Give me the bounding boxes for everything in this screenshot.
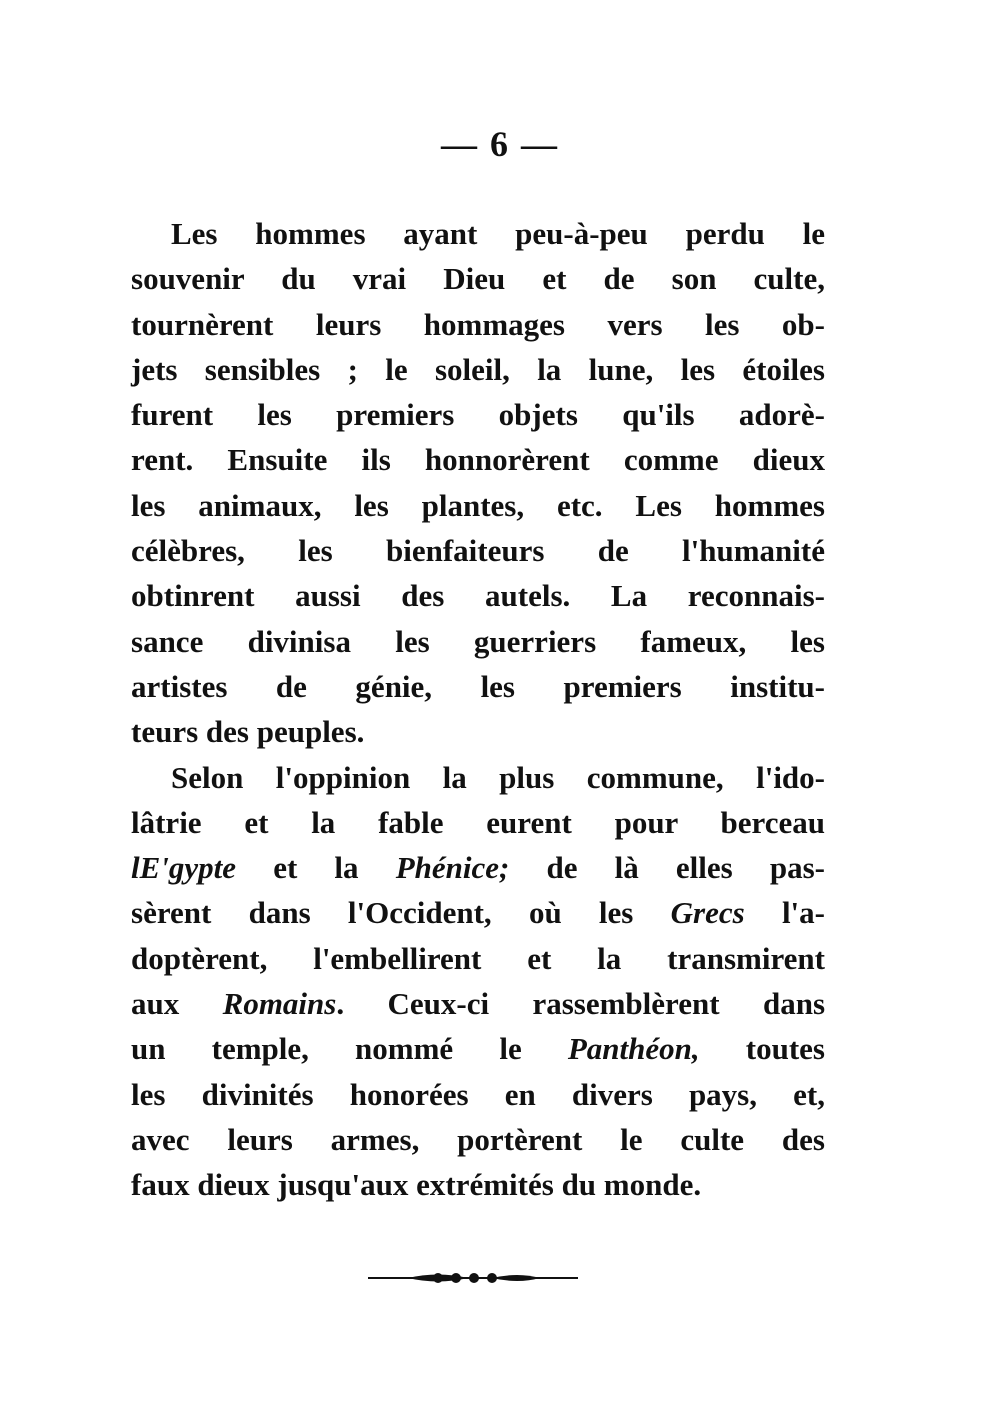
- text-run: artistes de génie, les premiers institu-: [131, 668, 825, 704]
- fleuron-ornament: [368, 1265, 578, 1291]
- text-line: [131, 392, 825, 437]
- text-line: [131, 936, 825, 981]
- text-line: [131, 347, 825, 392]
- body-text: [131, 211, 825, 1208]
- text-line: [131, 981, 825, 1026]
- text-run: célèbres, les bienfaiteurs de l'humanité: [131, 533, 825, 569]
- text-run: et la: [236, 850, 396, 886]
- page-number: — 6 —: [441, 124, 559, 164]
- text-run: souvenir du vrai Dieu et de son culte,: [131, 261, 825, 297]
- text-run: teurs des peuples.: [131, 714, 365, 750]
- text-line: [131, 211, 825, 256]
- text-line: [131, 1026, 825, 1071]
- text-run: doptèrent, l'embellirent et la transmirent: [131, 940, 825, 976]
- text-line: [131, 1162, 825, 1207]
- text-line: [131, 1072, 825, 1117]
- text-run: les divinités honorées en divers pays, et,: [131, 1076, 825, 1112]
- text-run: jets sensibles ; le soleil, la lune, les étoiles: [131, 351, 825, 387]
- text-line: [131, 755, 825, 800]
- text-run: aux: [131, 986, 223, 1022]
- text-run: avec leurs armes, portèrent le culte des: [131, 1121, 825, 1157]
- text-line: [131, 664, 825, 709]
- text-line: [131, 1117, 825, 1162]
- text-line: [131, 845, 825, 890]
- text-line: [131, 573, 825, 618]
- text-run: faux dieux jusqu'aux extrémités du monde.: [131, 1167, 702, 1203]
- text-run: Selon l'oppinion la plus commune, l'ido-: [171, 759, 825, 795]
- text-run: lâtrie et la fable eurent pour berceau: [131, 804, 825, 840]
- text-run: les animaux, les plantes, etc. Les hommes: [131, 487, 825, 523]
- text-line: [131, 483, 825, 528]
- text-run: toutes: [699, 1031, 825, 1067]
- text-run: sance divinisa les guerriers fameux, les: [131, 623, 825, 659]
- text-run: obtinrent aussi des autels. La reconnais-: [131, 578, 825, 614]
- italic-text: lE'gypte: [131, 850, 237, 886]
- italic-text: Romains: [222, 986, 337, 1022]
- text-run: furent les premiers objets qu'ils adorè-: [131, 397, 825, 433]
- text-line: [131, 528, 825, 573]
- italic-text: Grecs: [670, 895, 745, 931]
- text-line: [131, 709, 825, 754]
- text-run: l'a-: [744, 895, 825, 931]
- italic-text: Phénice;: [395, 850, 510, 886]
- text-run: de là elles pas-: [509, 850, 825, 886]
- text-run: . Ceux-ci rassemblèrent dans: [336, 986, 826, 1022]
- text-run: tournèrent leurs hommages vers les ob-: [131, 306, 825, 342]
- text-line: [131, 302, 825, 347]
- text-run: rent. Ensuite ils honnorèrent comme dieux: [131, 442, 825, 478]
- text-line: [131, 890, 825, 935]
- italic-text: Panthéon,: [567, 1031, 700, 1067]
- text-line: [131, 437, 825, 482]
- paragraph: [131, 211, 825, 755]
- text-line: [131, 256, 825, 301]
- text-run: un temple, nommé le: [131, 1031, 568, 1067]
- text-line: [131, 619, 825, 664]
- text-run: Les hommes ayant peu-à-peu perdu le: [171, 216, 825, 251]
- text-line: [131, 800, 825, 845]
- paragraph: [131, 755, 825, 1208]
- text-run: sèrent dans l'Occident, où les: [131, 895, 671, 931]
